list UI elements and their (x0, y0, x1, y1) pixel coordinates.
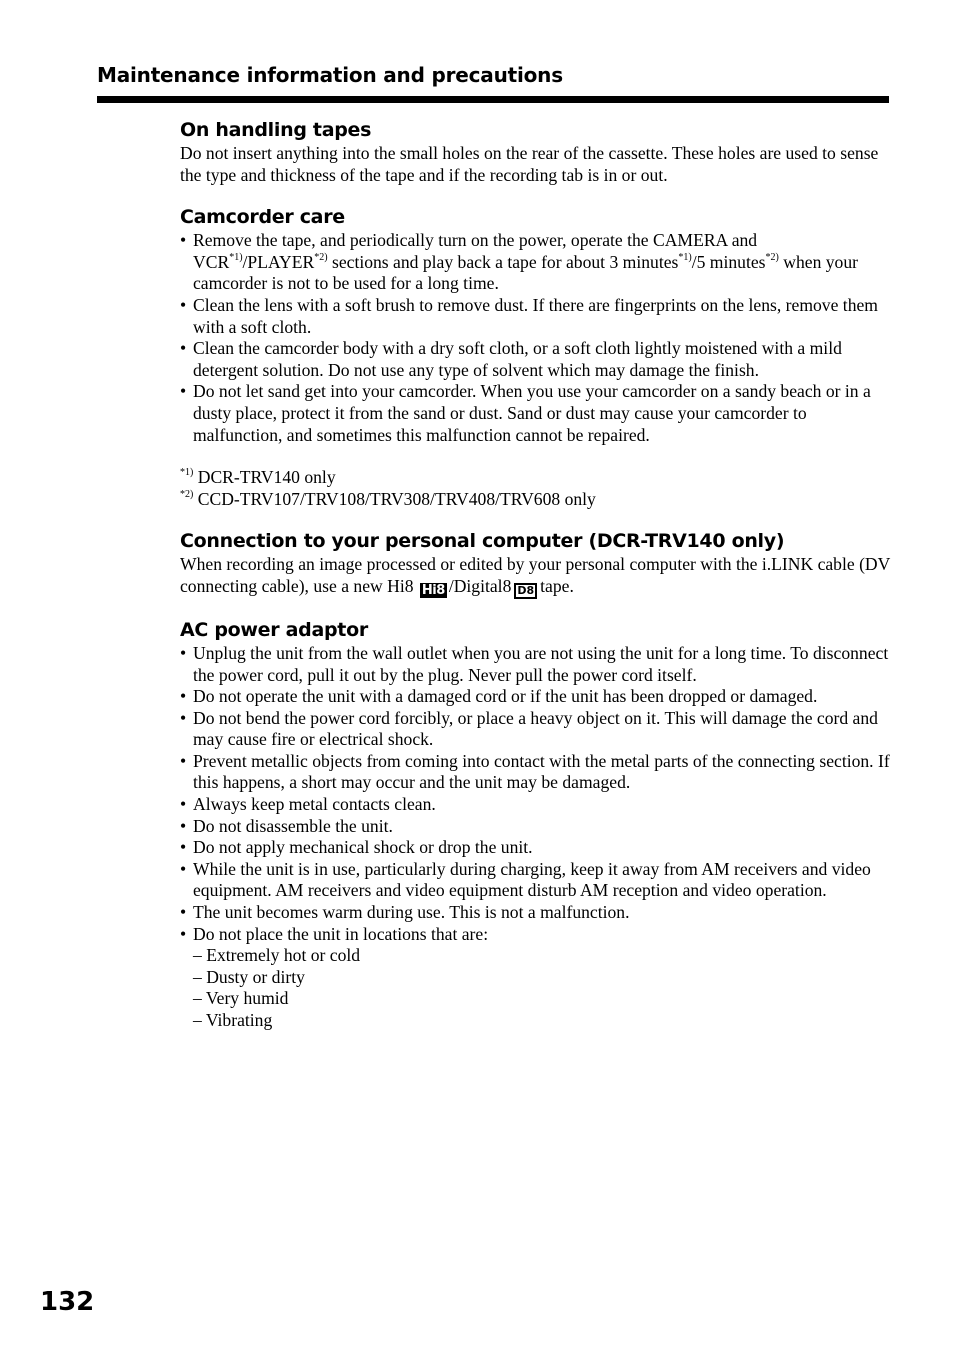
list-item: • Do not let sand get into your camcorder. When you use your camcorder on a sandy beach or in a dusty place, protect it from the sand or dust. Sand or dust may cause your camcorder to malfunction, and sometimes this malfunction cannot be repaired. (180, 381, 892, 446)
heading-pc-connection: Connection to your personal computer (DCR-TRV140 only) (180, 530, 785, 553)
header-rule (97, 96, 889, 103)
footnote-ref: *2) (765, 251, 779, 263)
list-item: • Remove the tape, and periodically turn on the power, operate the CAMERA and VCR$^{*1)}$/PLAYER$^{*2)}$ sections and play back a tape for about 3 minutes$^{*1)}$/5 minutes$^{*2)}$ when your camcorder is not to be used for a long time. (180, 230, 892, 295)
heading-camcorder-care: Camcorder care (180, 206, 345, 229)
page-content (180, 117, 892, 1050)
section-ac-power-adaptor (180, 617, 892, 1032)
footnotes (180, 467, 892, 510)
list-item: • Do not bend the power cord forcibly, or place a heavy object on it. This will damage the cord and may cause fire or electrical shock. (180, 708, 892, 751)
page-number: 132 (40, 1287, 95, 1317)
page-title: Maintenance information and precautions (97, 63, 563, 87)
list-item: • Do not operate the unit with a damaged cord or if the unit has been dropped or damaged. (180, 686, 892, 708)
handling-tapes-text: Do not insert anything into the small holes on the rear of the cassette. These holes are used to sense the type and thickness of the tape and if the recording tab is in or out. (180, 143, 879, 185)
list-item: • Prevent metallic objects from coming into contact with the metal parts of the connecting section. If this happens, a short may occur and the unit may be damaged. (180, 751, 892, 794)
footnote-ref: *1) (229, 251, 243, 263)
ac-adaptor-list (180, 643, 892, 945)
digital8-logo-icon: D8 (514, 583, 537, 599)
heading-ac-power-adaptor: AC power adaptor (180, 618, 368, 641)
list-item: • While the unit is in use, particularly during charging, keep it away from AM receivers and video equipment. AM receivers and video equipment disturb AM reception and video operation. (180, 859, 892, 902)
pc-connection-text: When recording an image processed or edited by your personal computer with the i.LINK cable (DV connecting cable), use a new Hi8 Hi8 /Digital8 D8 tape. (180, 554, 891, 598)
footnote-ref: *2) (314, 251, 328, 263)
list-item: • Unplug the unit from the wall outlet when you are not using the unit for a long time. To disconnect the power cord, pull it out by the plug. Never pull the power cord itself. (180, 643, 892, 686)
list-item: • Always keep metal contacts clean. (180, 794, 892, 816)
list-item: • The unit becomes warm during use. This is not a malfunction. (180, 902, 892, 924)
location-sublist (180, 945, 892, 1031)
footnote-ref: *1) (678, 251, 692, 263)
footnote: $^{*2)}$ CCD-TRV107/TRV108/TRV308/TRV408/TRV608 only (180, 488, 596, 509)
sublist-item: – Vibrating (193, 1010, 273, 1030)
list-item: • Do not disassemble the unit. (180, 816, 892, 838)
list-item: • Do not place the unit in locations that are: (180, 924, 892, 946)
footnote: $^{*1)}$ DCR-TRV140 only (180, 467, 336, 488)
list-item: • Do not apply mechanical shock or drop the unit. (180, 837, 892, 859)
sublist-item: – Dusty or dirty (193, 966, 305, 987)
hi8-logo-icon: Hi8 (421, 582, 445, 598)
section-pc-connection (180, 528, 892, 599)
camcorder-care-list (180, 230, 892, 446)
section-camcorder-care (180, 204, 892, 510)
sublist-item: – Extremely hot or cold (193, 945, 361, 966)
sublist-item: – Very humid (193, 988, 289, 1009)
list-item: • Clean the lens with a soft brush to remove dust. If there are fingerprints on the lens, remove them with a soft cloth. (180, 295, 892, 338)
heading-handling-tapes: On handling tapes (180, 119, 372, 141)
list-item: • Clean the camcorder body with a dry soft cloth, or a soft cloth lightly moistened with a mild detergent solution. Do not use any type of solvent which may damage the finish. (180, 338, 892, 381)
section-handling-tapes (180, 117, 892, 186)
